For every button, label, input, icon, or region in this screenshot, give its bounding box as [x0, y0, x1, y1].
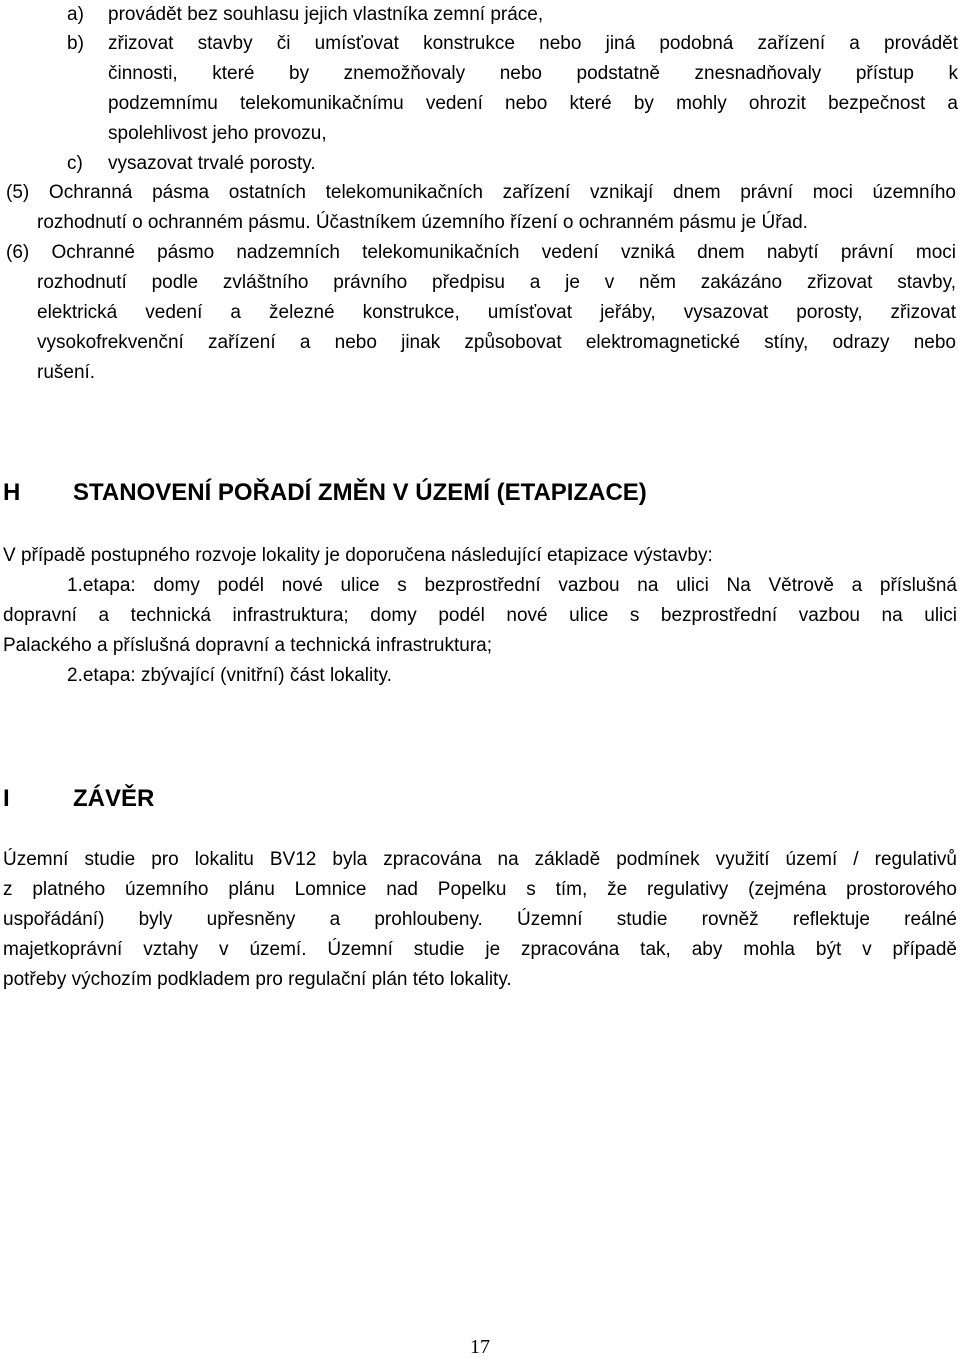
- paragraph-line: elektrická vedení a železné konstrukce, umísťovat jeřáby, vysazovat porosty, zřizovat: [37, 302, 956, 323]
- list-marker: a): [67, 4, 84, 25]
- paragraph-line: (6) Ochranné pásmo nadzemních telekomunikačních vedení vzniká dnem nabytí právní moci: [6, 242, 956, 263]
- page-number: 17: [470, 1336, 490, 1358]
- list-line: činnosti, které by znemožňovaly nebo podstatně znesnadňovaly přístup k: [108, 63, 958, 84]
- section-letter: I: [3, 785, 10, 812]
- paragraph-line: 2.etapa: zbývající (vnitřní) část lokality.: [67, 665, 392, 686]
- section-letter: H: [3, 479, 21, 506]
- paragraph-line: Územní studie pro lokalitu BV12 byla zpracována na základě podmínek využití území / regulativů: [3, 849, 957, 870]
- list-marker: c): [67, 153, 83, 174]
- list-item-text: [108, 0, 958, 30]
- list-item-text: [108, 149, 958, 179]
- paragraph-line: rozhodnutí podle zvláštního právního předpisu a je v něm zakázáno zřizovat stavby,: [37, 272, 956, 293]
- paragraph-line: rušení.: [37, 362, 96, 383]
- paragraph-line: (5) Ochranná pásma ostatních telekomunikačních zařízení vznikají dnem právní moci územního: [6, 182, 956, 203]
- paragraph-line: potřeby výchozím podkladem pro regulační plán této lokality.: [3, 969, 512, 990]
- list-line: vysazovat trvalé porosty.: [108, 153, 316, 174]
- section-h-body: [3, 541, 957, 691]
- list-line: podzemnímu telekomunikačnímu vedení nebo které by mohly ohrozit bezpečnost a: [108, 93, 958, 114]
- list-item-text: [108, 29, 958, 149]
- paragraph-line: V případě postupného rozvoje lokality je doporučena následující etapizace výstavby:: [3, 545, 713, 566]
- paragraph-line: uspořádání) byly upřesněny a prohloubeny. Územní studie rovněž reflektuje reálné: [3, 909, 957, 930]
- section-i-body: [3, 845, 957, 995]
- paragraph-line: majetkoprávní vztahy v území. Územní studie je zpracována tak, aby mohla být v případě: [3, 939, 957, 960]
- paragraph-5: [6, 178, 956, 238]
- paragraph-line: dopravní a technická infrastruktura; domy podél nové ulice s bezprostřední vazbou na ulici: [3, 605, 957, 626]
- paragraph-line: z platného územního plánu Lomnice nad Popelku s tím, že regulativy (zejména prostorového: [3, 879, 957, 900]
- section-title: ZÁVĚR: [73, 785, 155, 812]
- paragraph-6: [6, 238, 956, 388]
- list-marker: b): [67, 33, 84, 54]
- paragraph-line: rozhodnutí o ochranném pásmu. Účastníkem územního řízení o ochranném pásmu je Úřad.: [37, 212, 808, 233]
- list-line: spolehlivost jeho provozu,: [108, 123, 327, 144]
- paragraph-line: Palackého a příslušná dopravní a technická infrastruktura;: [3, 635, 492, 656]
- list-line: zřizovat stavby či umísťovat konstrukce nebo jiná podobná zařízení a provádět: [108, 33, 958, 54]
- paragraph-line: vysokofrekvenční zařízení a nebo jinak způsobovat elektromagnetické stíny, odrazy nebo: [37, 332, 956, 353]
- section-title: STANOVENÍ POŘADÍ ZMĚN V ÚZEMÍ (ETAPIZACE): [73, 479, 647, 506]
- list-line: provádět bez souhlasu jejich vlastníka zemní práce,: [108, 4, 544, 25]
- paragraph-line: 1.etapa: domy podél nové ulice s bezprostřední vazbou na ulici Na Větrově a příslušná: [67, 575, 957, 596]
